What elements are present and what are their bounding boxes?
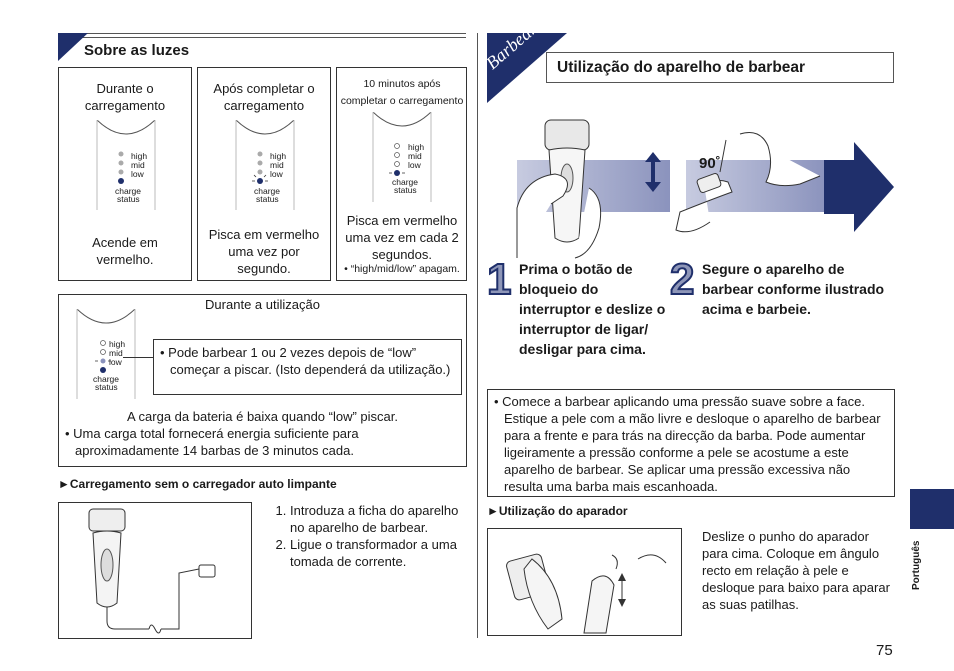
light-panel-complete [197,67,331,281]
angle-label: 90˚ [699,155,721,172]
section-title-box [546,52,894,83]
trimmer-illustration [487,528,682,636]
label-status: status [95,382,118,392]
usage-line2: • Uma carga total fornecerá energia suficiente para aproximadamente 14 barbas de 3 minutos cada. [65,426,359,458]
label-high: high [131,151,148,161]
page-number: 75 [876,642,893,659]
label-mid: mid [270,160,284,170]
panel-caption: Pisca em vermelho uma vez em cada 2 segundos. [345,213,459,262]
panel-heading: Durante o carregamento [84,81,166,113]
panel-caption: Pisca em vermelho uma vez por segundo. [208,227,320,276]
charging-illustration [58,502,252,639]
shaver-charging-drawing [59,503,251,638]
usage-heading: Durante a utilização [205,297,320,312]
charging-step-1: 1. Introduza a ficha do aparelho no aparelho de barbear. [290,502,472,536]
hand-holding-shaver [515,118,655,260]
light-panel-10min [336,67,467,281]
label-mid: mid [131,160,145,170]
usage-line1: A carga da bateria é baixa quando “low” piscar. [126,409,398,424]
label-high: high [270,151,287,161]
label-low: low [408,160,421,170]
step1-text: Prima o botão de bloqueio do interruptor e deslize o interruptor de ligar/ desligar para cima. [519,261,666,357]
next-arrow-icon [824,142,894,232]
label-high: high [408,142,425,152]
charging-title: ►Carregamento sem o carregador auto limpante [58,477,337,491]
label-high: high [109,339,126,349]
panel-caption: Acende em vermelho. [92,235,158,267]
callout-leader [123,357,153,358]
step2-number: 2 [670,255,695,304]
label-status: status [256,194,279,204]
label-charge: charge [93,374,119,384]
panel-heading: Após completar o carregamento [213,81,315,113]
charging-step-2: 2. Ligue o transformador a uma tomada de corrente. [290,536,472,570]
label-mid: mid [109,348,123,358]
trimmer-title: ►Utilização do aparador [487,504,628,518]
top-rule [58,33,466,34]
usage-callout: • Pode barbear 1 ou 2 vezes depois de “low” começar a piscar. (Isto dependerá da utilização.) [153,339,462,395]
label-status: status [117,194,140,204]
section-title-barbear: Utilização do aparelho de barbear [557,59,806,76]
section-title-luzes: Sobre as luzes [84,42,190,59]
label-low: low [131,169,144,179]
panel-heading: 10 minutos após completar o carregamento [340,78,464,107]
label-charge: charge [115,186,141,196]
charging-steps [272,502,472,570]
trimmer-drawing [488,529,681,635]
face-shaving-illustration [670,126,830,246]
side-tab-marker [910,489,954,529]
label-low: low [109,357,122,367]
barbear-tab-label: Barbear [482,18,541,74]
label-charge: charge [392,177,418,187]
label-low: low [270,169,283,179]
label-charge: charge [254,186,280,196]
side-tab-language: Português [911,540,922,590]
column-divider [477,33,478,638]
step1-number: 1 [487,255,512,304]
light-panel-charging [58,67,192,281]
shaving-tip-box: • Comece a barbear aplicando uma pressão suave sobre a face. Estique a pele com a mão livre e desloque o aparelho de barbear para a frente e para trás na direcção da barba. Pode aumentar ligeiramente a pressão conforme a pele se acostume a este aparelho de barbear. Se aplicar uma pressão excessiva não resulta uma barba mais escanhoada. [487,389,895,497]
panel-note: • “high/mid/low” apagam. [344,263,460,275]
updown-arrow-icon [643,152,663,192]
top-rule-2 [58,37,466,38]
trimmer-text: Deslize o punho do aparador para cima. Coloque em ângulo recto em relação à pele e desloque para baixo para aparar as suas patilhas. [702,529,890,612]
step2-text: Segure o aparelho de barbear conforme ilustrado acima e barbeie. [702,261,885,317]
usage-panel [58,294,467,467]
label-mid: mid [408,151,422,161]
label-status: status [394,185,417,195]
